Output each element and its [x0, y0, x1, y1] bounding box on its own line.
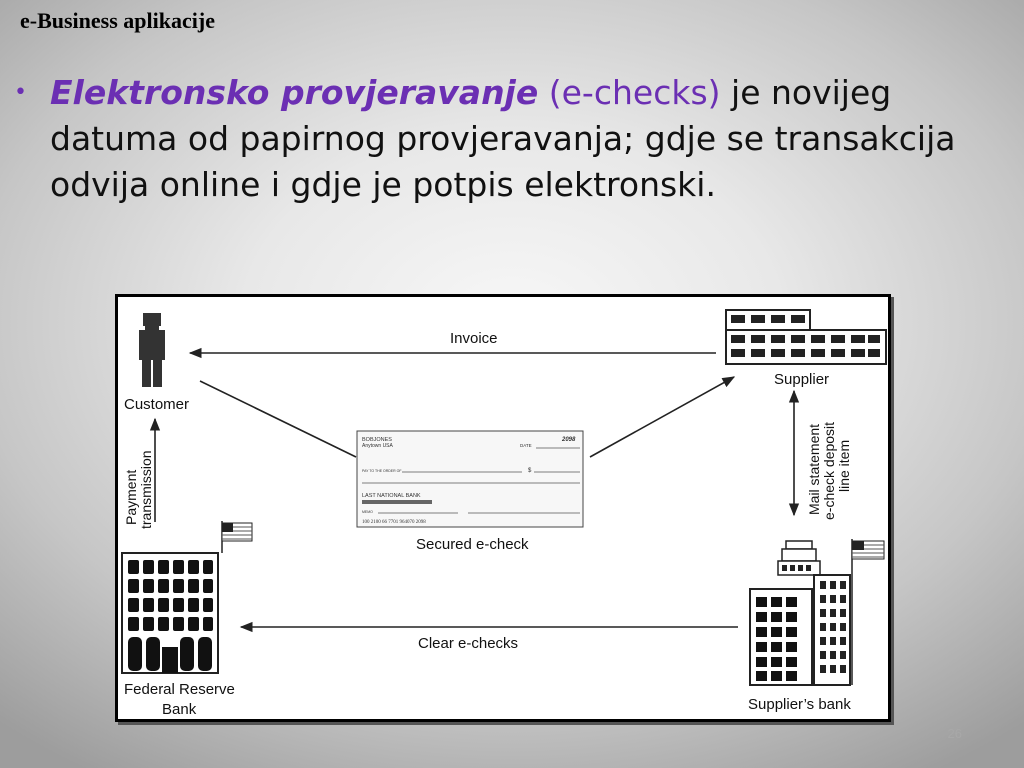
check-payto-label: PAY TO THE ORDER OF	[362, 469, 402, 473]
customer-to-check-line	[200, 381, 356, 457]
payment-label-line2: transmission	[138, 450, 154, 529]
check-name: BOBJONES	[362, 437, 392, 443]
bullet-point	[10, 70, 1020, 208]
check-date-label: DATE	[520, 443, 532, 448]
clear-e-checks-label: Clear e-checks	[418, 635, 519, 652]
bullet-term: Elektronsko provjeravanje	[50, 73, 539, 112]
mail-label-line2: e-check deposit	[821, 421, 837, 520]
supplier-building-icon	[726, 310, 886, 364]
check-micr-line: 100 2100 66 7701 964070 2098	[362, 520, 426, 525]
check-number: 2098	[562, 437, 576, 443]
customer-label: Customer	[124, 396, 190, 413]
e-check-diagram	[115, 294, 891, 722]
bullet-rest: je novijeg datuma od papirnog provjeravanja; gdje se transakcija odvija online i gdje je potpis elektronski.	[50, 73, 956, 204]
page-number: 26	[947, 726, 962, 741]
mail-label-line3: line item	[836, 439, 852, 492]
supplier-label: Supplier	[774, 371, 830, 388]
bullet-text	[50, 70, 1020, 208]
check-bank-name: LAST NATIONAL BANK	[362, 493, 421, 499]
check-to-supplier-arrow	[590, 377, 734, 457]
federal-reserve-building-icon	[122, 521, 252, 673]
payment-label-line1: Payment	[123, 469, 139, 525]
customer-person-icon	[139, 313, 165, 387]
supplier-bank-building-icon	[750, 539, 884, 685]
mail-label-line1: Mail statement	[806, 423, 822, 515]
bullet-dot-icon: •	[14, 80, 27, 105]
check-address: Anytown USA	[362, 443, 393, 449]
bullet-term-paren: (e-checks)	[548, 73, 721, 112]
invoice-label: Invoice	[450, 330, 498, 347]
secured-e-check-label: Secured e-check	[416, 536, 529, 553]
supplier-bank-label: Supplier’s bank	[748, 696, 851, 713]
secured-e-check	[357, 431, 583, 527]
slide-header-title: e-Business aplikacije	[20, 8, 215, 33]
check-dollar-sign: $	[528, 468, 532, 474]
check-memo-label: MEMO	[362, 510, 373, 514]
federal-reserve-label-line1: Federal Reserve	[124, 681, 235, 698]
federal-reserve-label-line2: Bank	[162, 701, 197, 718]
